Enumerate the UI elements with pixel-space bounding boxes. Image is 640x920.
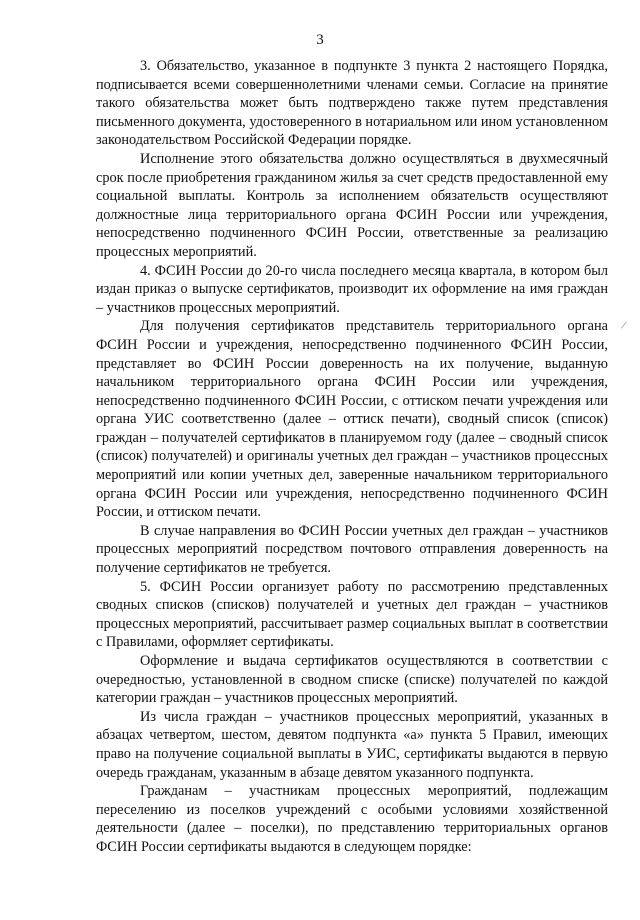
page-number: 3 [316,32,324,48]
paragraph-obligation-execution: Исполнение этого обязательства должно осуществляться в двухмесячный срок после приобретения гражданином жилья за счет средств предоставленной ему социальной выплаты. Контроль за исполнением обязательств осуществляют должностные лица территориального органа ФСИН России или учреждения, непосредственно подчиненного ФСИН России, ответственные за реализацию процессных мероприятий. [96,150,608,260]
paragraph-item-4-certificates: 4. ФСИН России до 20-го числа последнего месяца квартала, в котором был издан приказ о выпуске сертификатов, производит их оформление на имя граждан – участников процессных мероприятий. [96,262,608,316]
paragraph-item-5-review: 5. ФСИН России организует работу по рассмотрению представленных сводных списков (списков) получателей и учетных дел граждан – участников процессных мероприятий, рассчитывает размер социальных выплат в соответствии с Правилами, оформляет сертификаты. [96,578,608,651]
paragraph-postal-sending: В случае направления во ФСИН России учетных дел граждан – участников процессных мероприятий посредством почтового отправления доверенность на получение сертификатов не требуется. [96,522,608,577]
paragraph-item-3-obligation: 3. Обязательство, указанное в подпункте 3 пункта 2 настоящего Порядка, подписывается всеми совершеннолетними членами семьи. Согласие на принятие такого обязательства может быть подтверждено также путем представления письменного документа, удостоверенного в нотариальном или ином установленном законодательством Российской Федерации порядке. [96,58,609,149]
paragraph-certificate-receipt: Для получения сертификатов представитель территориального органа ФСИН России и учреждения, непосредственно подчиненного ФСИН России, представляет во ФСИН России доверенность на их получение, выданную начальником территориального органа ФСИН России или учреждения, непосредственно подчиненного ФСИН России, с оттиском печати учреждения или органа УИС соответственно (далее – оттиск печати), сводный список (список) граждан – получателей сертификатов в планируемом году (далее – сводный список (список) получателей) и оригиналы учетных дел граждан – участников процессных мероприятий или копии учетных дел, заверенные начальником территориального органа ФСИН России или учреждения, непосредственно подчиненного ФСИН России, и оттиском печати. [96,318,608,521]
paragraph-resettlement: Гражданам – участникам процессных мероприятий, подлежащим переселению из поселков учреждений с особыми условиями хозяйственной деятельности (далее – поселки), по представлению территориальных органов ФСИН России сертификаты выдаются в следующем порядке: [96,783,608,855]
document-body [96,57,608,857]
margin-pen-mark: / [619,317,628,333]
paragraph-priority-issuance: Из числа граждан – участников процессных мероприятий, указанных в абзацах четвертом, шестом, девятом подпункта «а» пункта 5 Правил, имеющих право на получение социальной выплаты в УИС, сертификаты выдаются в первую очередь гражданам, указанным в абзаце девятом указанного подпункта. [96,708,608,781]
paragraph-issuance-order: Оформление и выдача сертификатов осуществляются в соответствии с очередностью, установленной в сводном списке (списке) получателей по каждой категории граждан – участников процессных мероприятий. [96,653,608,707]
